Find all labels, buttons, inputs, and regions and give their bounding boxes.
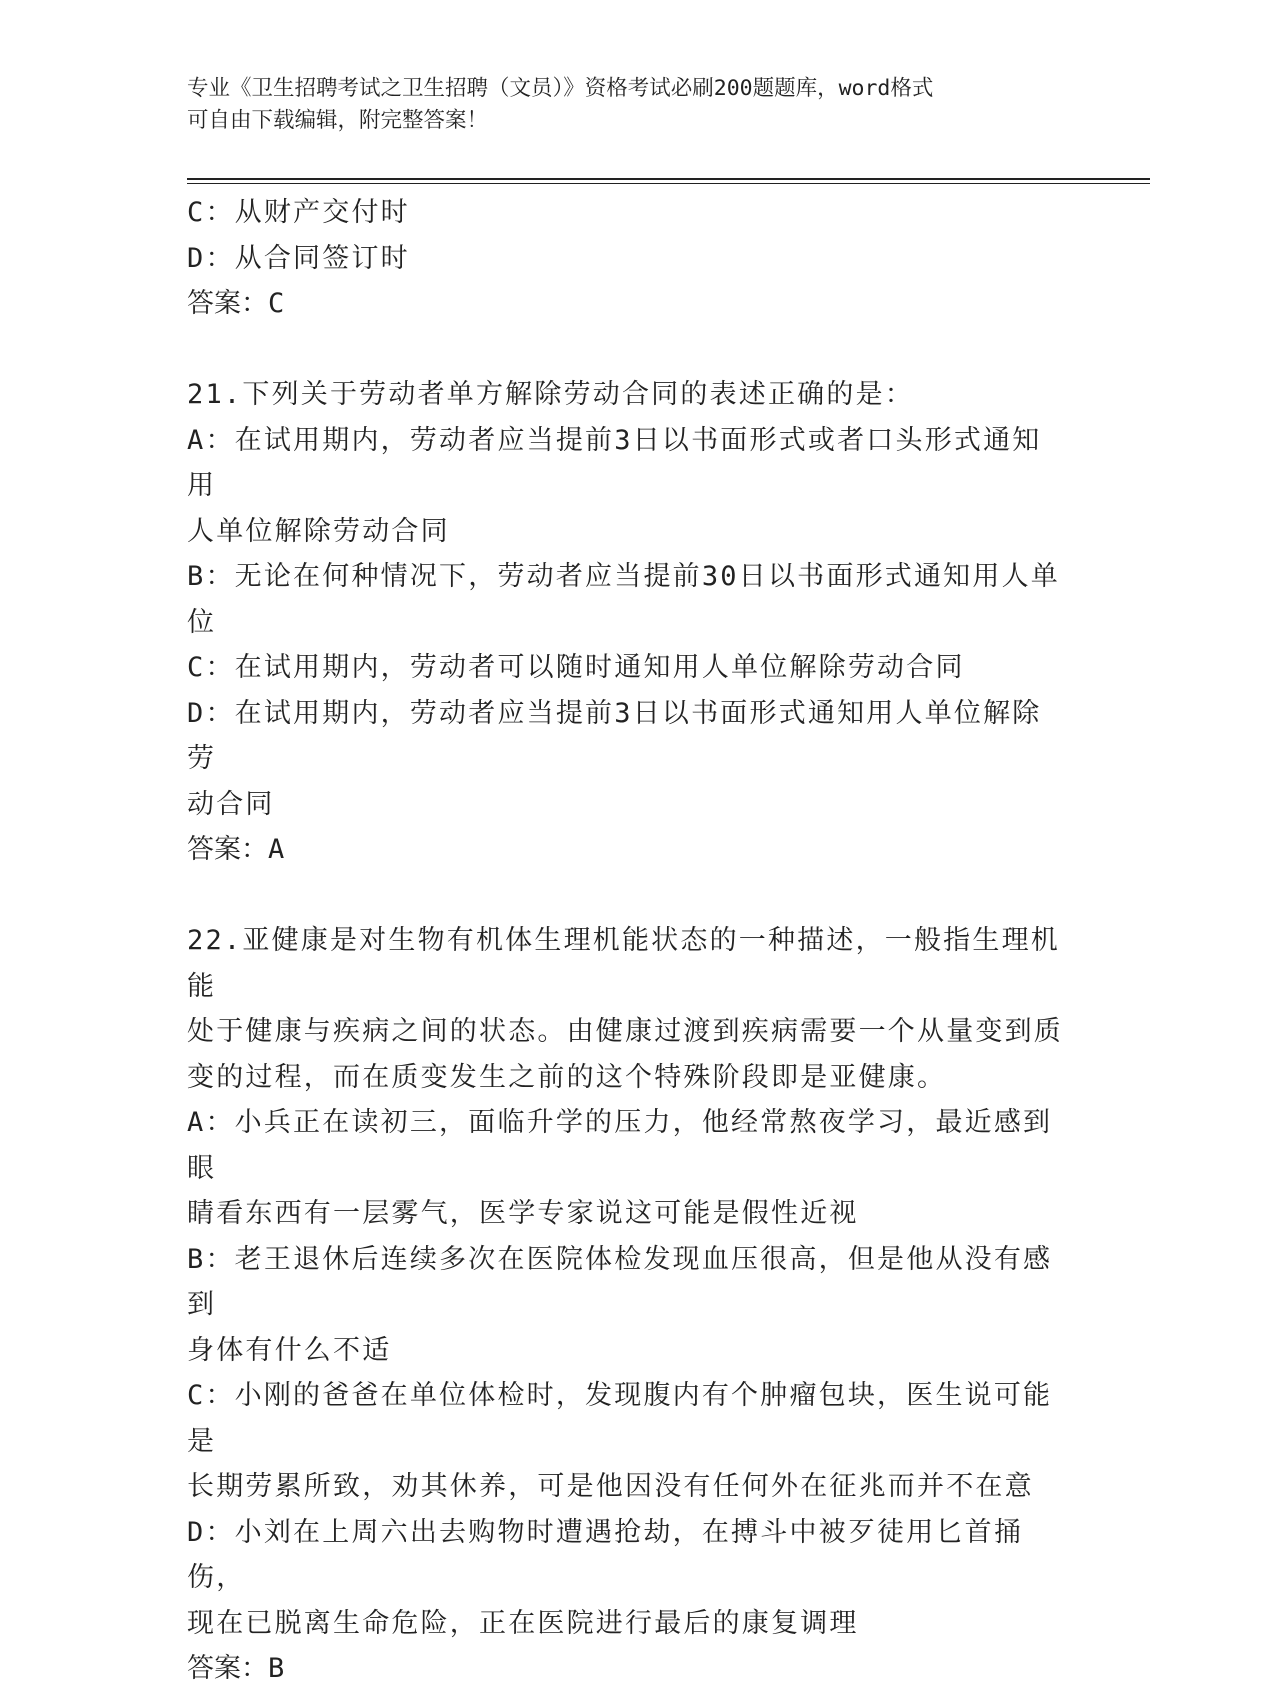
- header-rule-thin: [187, 183, 1150, 184]
- option-d: D：小刘在上周六出去购物时遭遇抢劫，在搏斗中被歹徒用匕首捅伤，: [187, 1516, 1024, 1593]
- option-b-cont: 位: [187, 606, 217, 638]
- header-rule-thick: [187, 178, 1150, 180]
- option-d: D：在试用期内，劳动者应当提前3日以书面形式通知用人单位解除劳: [187, 697, 1042, 774]
- option-d-cont: 动合同: [187, 788, 275, 820]
- option-b-cont: 身体有什么不适: [187, 1334, 392, 1366]
- option-d: D：从合同签订时: [187, 242, 410, 274]
- option-a-cont: 睛看东西有一层雾气，医学专家说这可能是假性近视: [187, 1198, 859, 1229]
- option-a: A：小兵正在读初三，面临升学的压力，他经常熬夜学习，最近感到眼: [187, 1107, 1053, 1184]
- option-a: A：在试用期内，劳动者应当提前3日以书面形式或者口头形式通知用: [187, 424, 1042, 501]
- question-stem: 22.亚健康是对生物有机体生理机能状态的一种描述，一般指生理机能: [187, 925, 1060, 1002]
- question-stem-cont: 处于健康与疾病之间的状态。由健康过渡到疾病需要一个从量变到质: [187, 1016, 1063, 1047]
- answer-line: 答案：B: [187, 1653, 285, 1684]
- option-c-cont: 长期劳累所致，劝其休养，可是他因没有任何外在征兆而并不在意: [187, 1471, 1034, 1502]
- question-stem: 21.下列关于劳动者单方解除劳动合同的表述正确的是：: [187, 379, 914, 410]
- option-c: C：小刚的爸爸在单位体检时，发现腹内有个肿瘤包块，医生说可能是: [187, 1380, 1053, 1457]
- option-c: C：在试用期内，劳动者可以随时通知用人单位解除劳动合同: [187, 652, 965, 683]
- header-line-2: 可自由下载编辑，附完整答案！: [187, 108, 489, 133]
- answer-line: 答案：A: [187, 834, 285, 865]
- option-a-cont: 人单位解除劳动合同: [187, 515, 450, 547]
- option-b: B：老王退休后连续多次在医院体检发现血压很高，但是他从没有感到: [187, 1243, 1053, 1320]
- prev-question: [187, 190, 1067, 327]
- question-22: [187, 918, 1067, 1692]
- document-header: [187, 73, 1067, 137]
- document-body: [187, 190, 1067, 1692]
- answer-line: 答案：C: [187, 288, 285, 319]
- option-c: C：从财产交付时: [187, 197, 410, 228]
- question-stem-cont: 变的过程，而在质变发生之前的这个特殊阶段即是亚健康。: [187, 1061, 947, 1093]
- question-21: [187, 372, 1067, 873]
- option-b: B：无论在何种情况下，劳动者应当提前30日以书面形式通知用人单: [187, 561, 1060, 592]
- header-line-1: 专业《卫生招聘考试之卫生招聘（文员）》资格考试必刷200题题库，word格式: [187, 76, 934, 101]
- option-d-cont: 现在已脱离生命危险，正在医院进行最后的康复调理: [187, 1607, 859, 1639]
